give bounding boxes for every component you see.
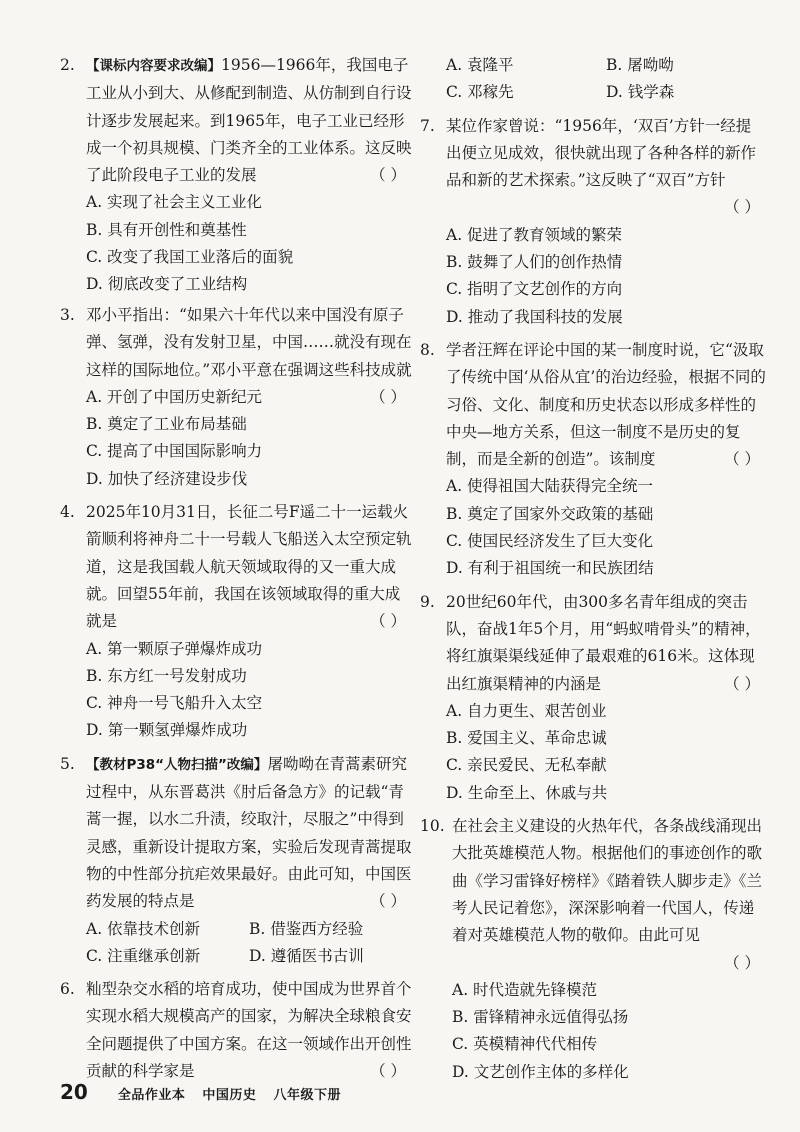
answer-bracket: （ ） (724, 198, 760, 217)
answer-bracket: （ ） (370, 892, 406, 911)
question-number: 3. (60, 306, 75, 324)
question-number: 2. (60, 56, 75, 74)
option-b: B. 借鉴西方经验 (249, 919, 364, 938)
answer-bracket: （ ） (724, 674, 760, 693)
option-b: B. 东方红一号发射成功 (86, 666, 247, 685)
options-row (86, 943, 412, 970)
question-number: 5. (60, 754, 75, 773)
answer-bracket: （ ） (724, 450, 760, 469)
options-row (446, 79, 766, 106)
source-tag: 【课标内容要求改编】 (86, 58, 221, 74)
option-a: A. 第一颗原子弹爆炸成功 (86, 639, 263, 658)
answer-bracket: （ ） (724, 953, 760, 972)
question-stem: 学者汪辉在评论中国的某一制度时说，它“汲取了传统中国‘从俗从宜’的治边经验，根据不同的习俗、文化、制度和历史状态以形成多样性的中央—地方关系，但这一制度不是历史的复制，而是全新的创造”。该制度 （ ） (446, 337, 766, 473)
question-3 (60, 302, 412, 493)
answer-bracket: （ ） (370, 166, 406, 185)
option-a: A. 自力更生、艰苦创业 (446, 701, 607, 720)
option-d: D. 生命至上、休戚与共 (446, 783, 608, 802)
question-number: 6. (60, 980, 75, 999)
source-tag: 【教材P38“人物扫描”改编】 (86, 756, 268, 773)
question-number: 10. (420, 817, 445, 836)
option-b: B. 鼓舞了人们的创作热情 (446, 253, 623, 272)
question-stem: 籼型杂交水稻的培育成功，使中国成为世界首个实现水稻大规模高产的国家，为解决全球粮食安全问题提供了中国方案。在这一领域作出开创性贡献的科学家是 （ ） (86, 976, 412, 1085)
question-number: 4. (60, 503, 75, 522)
answer-bracket: （ ） (370, 612, 406, 631)
option-b: B. 具有开创性和奠基性 (86, 220, 247, 239)
question-5 (60, 751, 412, 970)
option-c: C. 提高了中国国际影响力 (86, 442, 263, 461)
left-column (60, 52, 412, 1085)
question-6 (60, 976, 412, 1085)
right-column (420, 52, 766, 1086)
question-2 (60, 52, 412, 296)
option-c: C. 亲民爱民、无私奉献 (446, 756, 607, 775)
question-4 (60, 499, 412, 745)
option-c: C. 英模精神代代相传 (452, 1035, 598, 1054)
question-stem: 【教材P38“人物扫描”改编】屠呦呦在青蒿素研究过程中，从东晋葛洪《肘后备急方》的记载“青蒿一握，以水二升渍，绞取汁，尽服之”中得到灵感，重新设计提取方案，实验后发现青蒿提取物的中性部分抗疟效果最好。由此可知，中国医药发展的特点是 （ ） (86, 751, 412, 916)
option-d: D. 钱学森 (606, 83, 675, 102)
option-b: B. 雷锋精神永远值得弘扬 (452, 1008, 629, 1027)
options-row (86, 916, 412, 943)
question-number: 7. (420, 116, 435, 135)
question-8 (420, 337, 766, 583)
book-grade: 八年级下册 (273, 1088, 341, 1103)
option-c: C. 改变了我国工业落后的面貌 (86, 248, 294, 267)
page-number: 20 (60, 1080, 88, 1104)
option-d: D. 遵循医书古训 (249, 946, 364, 965)
option-d: D. 第一颗氢弹爆炸成功 (86, 721, 248, 740)
question-6-options (420, 52, 766, 107)
question-stem: 2025年10月31日，长征二号F遥二十一运载火箭顺利将神舟二十一号载人飞船送入太空预定轨道，这是我国载人航天领域取得的又一重大成就。回望55年前，我国在该领域取得的重大成就是 （ ） (86, 499, 412, 635)
option-b: B. 奠定了国家外交政策的基础 (446, 504, 654, 523)
question-stem: 【课标内容要求改编】1956—1966年，我国电子工业从小到大、从修配到制造、从仿制到自行设计逐步发展起来。到1965年，电子工业已经形成一个初具规模、门类齐全的工业体系。这反映了此阶段电子工业的发展 （ ） (86, 52, 412, 189)
option-b: B. 爱国主义、革命忠诚 (446, 729, 607, 748)
book-subject: 中国历史 (202, 1088, 257, 1103)
option-d: D. 推动了我国科技的发展 (446, 307, 623, 326)
option-a: A. 时代造就先锋模范 (452, 980, 598, 999)
question-stem: 邓小平指出：“如果六十年代以来中国没有原子弹、氢弹，没有发射卫星，中国……就没有现在这样的国际地位。”邓小平意在强调这些科技成就 （ ） (86, 302, 412, 384)
option-c: C. 神舟一号飞船升入太空 (86, 694, 263, 713)
answer-bracket: （ ） (370, 1062, 406, 1081)
answer-bracket: （ ） (370, 387, 406, 406)
option-a: A. 实现了社会主义工业化 (86, 193, 263, 212)
option-b: B. 奠定了工业布局基础 (86, 415, 247, 434)
option-d: D. 加快了经济建设步伐 (86, 469, 248, 488)
options-row (446, 52, 766, 79)
question-7 (420, 113, 766, 331)
option-c: C. 注重继承创新 (86, 946, 201, 965)
question-stem: 某位作家曾说：“1956年，‘双百’方针一经提出便立见成效，很快就出现了各种各样的新作品和新的艺术探索。”这反映了“双百”方针 (446, 116, 757, 190)
option-d: D. 文艺创作主体的多样化 (452, 1062, 629, 1081)
option-c: C. 指明了文艺创作的方向 (446, 280, 623, 299)
option-a: A. 使得祖国大陆获得完全统一 (446, 477, 654, 496)
question-10 (420, 813, 766, 1086)
book-info (118, 1084, 353, 1103)
book-title: 全品作业本 (117, 1088, 186, 1103)
option-c: C. 使国民经济发生了巨大变化 (446, 532, 654, 551)
question-stem: 20世纪60年代，由300多名青年组成的突击队，奋战1年5个月，用“蚂蚁啃骨头”的精神，将红旗渠渠线延伸了最艰难的616米。这体现出红旗渠精神的内涵是 （ ） (446, 589, 766, 698)
question-number: 9. (420, 592, 435, 611)
option-a: A. 开创了中国历史新纪元 (86, 387, 263, 406)
option-c: C. 邓稼先 (446, 83, 514, 102)
option-d: D. 彻底改变了工业结构 (86, 275, 248, 294)
option-b: B. 屠呦呦 (606, 56, 674, 74)
question-number: 8. (420, 340, 435, 359)
question-9 (420, 589, 766, 807)
page-footer (60, 1080, 353, 1104)
question-stem: 在社会主义建设的火热年代，各条战线涌现出大批英雄模范人物。根据他们的事迹创作的歌曲《学习雷锋好榜样》《踏着铁人脚步走》《兰考人民记着您》，深深影响着一代国人，传递着对英雄模范人物的敬仰。由此可见 (452, 817, 763, 945)
option-a: A. 促进了教育领域的繁荣 (446, 225, 623, 244)
option-a: A. 依靠技术创新 (86, 919, 201, 938)
option-d: D. 有利于祖国统一和民族团结 (446, 559, 654, 578)
option-a: A. 袁隆平 (446, 56, 514, 74)
